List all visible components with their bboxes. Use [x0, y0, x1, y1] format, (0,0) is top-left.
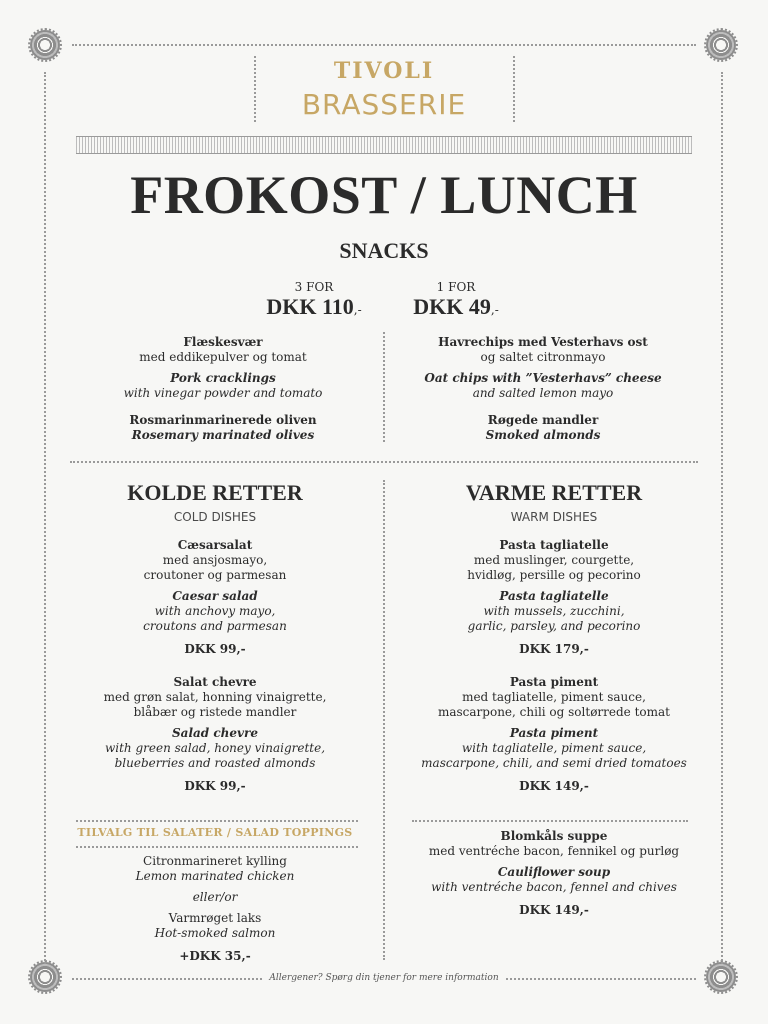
page-title: FROKOST / LUNCH [130, 165, 638, 225]
dish-name: Pasta piment [509, 675, 599, 689]
snacks-right-column [398, 335, 688, 443]
dish-name-en: Salad chevre [172, 726, 258, 740]
snack-desc: og saltet citronmayo [480, 350, 606, 364]
menu-item [400, 675, 708, 794]
snacks-price-right-amount: DKK 49 [413, 294, 491, 319]
main-column-divider [383, 480, 385, 960]
menu-item [70, 675, 360, 794]
spacer [398, 401, 688, 413]
warm-dishes-subtitle: WARM DISHES [510, 510, 598, 524]
dish-price: DKK 179,- [519, 642, 589, 656]
toppings-heading: TILVALG TIL SALATER / SALAD TOPPINGS [77, 826, 353, 839]
dish-desc: med ventréche bacon, fennikel og purløg [428, 844, 680, 858]
section-divider [70, 461, 698, 463]
frame-top-border [72, 44, 696, 46]
snack-desc: med eddikepulver og tomat [139, 350, 307, 364]
dish-name: Cæsarsalat [177, 538, 253, 552]
snack-desc-en: and salted lemon mayo [472, 386, 614, 400]
snacks-price-left-amount: DKK 110 [266, 294, 354, 319]
snack-name: Flæskesvær [183, 335, 263, 349]
snack-name: Røgede mandler [487, 413, 599, 427]
dish-desc: med muslinger, courgette, [473, 553, 635, 567]
logo-tivoli: TIVOLI [333, 58, 435, 84]
topping-price: +DKK 35,- [179, 949, 251, 963]
dish-name-en: Caesar salad [172, 589, 258, 603]
toppings-divider-top [76, 820, 358, 822]
snacks-price-left [244, 280, 384, 320]
dish-desc-en: with green salad, honey vinaigrette, [104, 741, 326, 755]
dish-desc-en: croutons and parmesan [143, 619, 287, 633]
snack-name: Havrechips med Vesterhavs ost [438, 335, 648, 349]
snacks-price-right-value [386, 294, 526, 320]
snack-name: Rosmarinmarinerede oliven [129, 413, 317, 427]
snacks-price-left-suffix: ,- [353, 303, 362, 317]
topping-or: eller/or [192, 890, 238, 904]
header-hatch-band [76, 136, 692, 154]
snack-name-en: Smoked almonds [485, 428, 601, 442]
dish-desc-en: with tagliatelle, piment sauce, [461, 741, 647, 755]
snack-name-en: Oat chips with ”Vesterhavs” cheese [424, 371, 662, 385]
dish-desc-en: mascarpone, chili, and semi dried tomatoes [421, 756, 687, 770]
dish-name-en: Pasta tagliatelle [499, 589, 609, 603]
snacks-heading: SNACKS [339, 238, 429, 263]
topping-option: Citronmarineret kylling [143, 854, 287, 868]
dish-desc-en: with anchovy mayo, [154, 604, 276, 618]
warm-dishes-title: VARME RETTER [465, 480, 643, 505]
dish-desc-en: with ventréche bacon, fennel and chives [431, 880, 677, 894]
topping-option-en: Hot-smoked salmon [154, 926, 276, 940]
dish-name: Blomkåls suppe [500, 829, 608, 843]
topping-option-en: Lemon marinated chicken [135, 869, 295, 883]
cold-dishes-subtitle: COLD DISHES [173, 510, 257, 524]
dish-name-en: Pasta piment [509, 726, 599, 740]
dish-desc: hvidløg, persille og pecorino [467, 568, 641, 582]
dish-desc-en: blueberries and roasted almonds [114, 756, 316, 770]
spacer [78, 401, 368, 413]
dish-desc: med ansjosmayo, [162, 553, 268, 567]
snacks-price-right [386, 280, 526, 320]
cold-dishes-title: KOLDE RETTER [127, 480, 303, 505]
dish-desc: blåbær og ristede mandler [133, 705, 297, 719]
snack-name-en: Rosemary marinated olives [131, 428, 315, 442]
menu-item [400, 538, 708, 657]
dish-price: DKK 149,- [519, 903, 589, 917]
dish-desc: med tagliatelle, piment sauce, [462, 690, 646, 704]
snack-desc-en: with vinegar powder and tomato [123, 386, 323, 400]
menu-item [400, 829, 708, 918]
dish-desc: croutoner og parmesan [143, 568, 287, 582]
dish-name: Salat chevre [173, 675, 257, 689]
dish-name: Pasta tagliatelle [499, 538, 609, 552]
cold-dishes-column [70, 480, 360, 794]
snacks-price-right-suffix: ,- [490, 303, 499, 317]
snack-name-en: Pork cracklings [170, 371, 276, 385]
snacks-price-right-label: 1 FOR [436, 280, 476, 294]
snacks-column-divider [383, 332, 385, 442]
snacks-price-left-value [244, 294, 384, 320]
topping-option: Varmrøget laks [168, 911, 262, 925]
rosette-top-left-icon [30, 30, 60, 60]
dish-desc: med grøn salat, honning vinaigrette, [103, 690, 327, 704]
snacks-left-column [78, 335, 368, 443]
allergen-footer: Allergener? Spørg din tjener for mere information [269, 973, 499, 983]
menu-item [70, 538, 360, 657]
toppings-list [70, 854, 360, 964]
dish-price: DKK 99,- [184, 642, 246, 656]
logo-brasserie: BRASSERIE [301, 88, 467, 121]
snacks-price-left-label: 3 FOR [294, 280, 334, 294]
dish-price: DKK 99,- [184, 779, 246, 793]
warm-soup-divider [412, 820, 688, 822]
dish-desc-en: with mussels, zucchini, [483, 604, 625, 618]
dish-desc: mascarpone, chili og soltørrede tomat [437, 705, 670, 719]
rosette-top-right-icon [706, 30, 736, 60]
dish-desc-en: garlic, parsley, and pecorino [467, 619, 641, 633]
warm-dishes-column [400, 480, 708, 794]
toppings-divider-bottom [76, 846, 358, 848]
dish-name-en: Cauliflower soup [497, 865, 611, 879]
dish-price: DKK 149,- [519, 779, 589, 793]
